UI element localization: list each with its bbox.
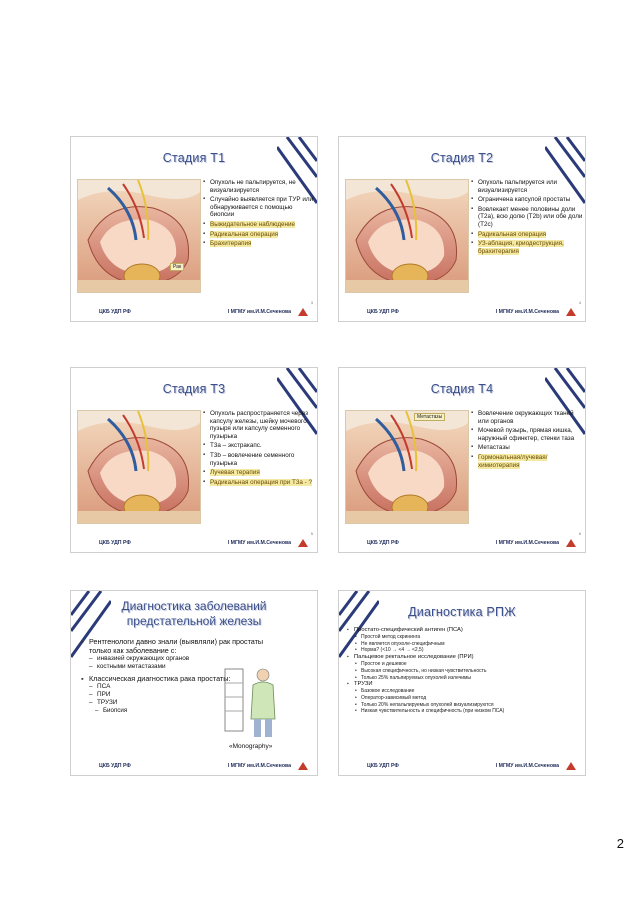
institution-logo-icon [565, 307, 577, 317]
slide-footer [71, 759, 317, 771]
slide-footer [71, 305, 317, 317]
slide-footer [71, 536, 317, 548]
sub-bullet: • Норма? (<10 → <4 → <2,5) [347, 647, 579, 654]
slide-number: 4 [578, 300, 581, 305]
bullet: ▪ T3a – экстракапс. [203, 442, 315, 450]
treatment-bullet: ▪ УЗ-аблация, криодеструкция, брахитерапия [471, 240, 583, 255]
slide-title: Стадия T3 [162, 382, 226, 396]
footer-right: I МГМУ им.И.М.Сеченова [495, 540, 559, 546]
sub-bullet: • Простой метод скрининга [347, 634, 579, 641]
treatment-bullet: ▪ Радикальная операция при T3a - ? [203, 479, 315, 487]
bullet: ▪ Вовлекает менее половины доли (T2a), всю долю (T2b) или обе доли (T2c) [471, 206, 583, 229]
sub-bullet: • Простое и дешевое [347, 661, 579, 668]
slide-title: Стадия T1 [162, 151, 226, 165]
slide-title: Стадия T4 [430, 382, 494, 396]
bullet: ▪ Опухоль пальпируется или визуализируется [471, 179, 583, 194]
sub-bullet: – ПСА [81, 683, 287, 691]
sub-bullet: – костными метастазами [81, 663, 287, 671]
slide-footer [339, 305, 585, 317]
sub-sub-bullet: – Биопсия [81, 707, 287, 715]
footer-right: I МГМУ им.И.М.Сеченова [227, 540, 291, 546]
bullet: ▪ Вовлечение окружающих тканей или органов [471, 410, 583, 425]
treatment-bullet: ▪ Брахитерапия [203, 240, 315, 248]
anatomy-illustration [345, 410, 469, 524]
sub-bullet: • Базовое исследование [347, 688, 579, 695]
slide-diagnostics-rpzh [338, 590, 586, 776]
sub-bullet: • Высокая специфичность, но низкая чувствительность [347, 668, 579, 675]
footer-left: ЦКБ УДП РФ [367, 763, 399, 769]
footer-left: ЦКБ УДП РФ [99, 763, 131, 769]
footer-right: I МГМУ им.И.М.Сеченова [227, 309, 291, 315]
footer-right: I МГМУ им.И.М.Сеченова [227, 763, 291, 769]
sub-bullet: • Низкая чувствительность и специфичность (при низком ПСА) [347, 708, 579, 715]
footer-left: ЦКБ УДП РФ [367, 540, 399, 546]
page-number: 2 [616, 836, 624, 851]
bullet: ▪ Пальцевое ректальное исследование (ПРИ) [347, 654, 579, 661]
bullet: ▪ Мочевой пузырь, прямая кишка, наружный сфинктер, стенки таза [471, 427, 583, 442]
slide-title: Диагностика РПЖ [408, 605, 516, 619]
doctor-illustration [223, 663, 285, 739]
anatomy-illustration [345, 179, 469, 293]
slide-number: 5 [310, 531, 313, 536]
institution-logo-icon [297, 538, 309, 548]
institution-logo-icon [565, 538, 577, 548]
bullet: ▪ Метастазы [471, 444, 583, 452]
institution-logo-icon [297, 307, 309, 317]
anatomy-illustration [77, 410, 201, 524]
bullet-list [471, 410, 583, 471]
treatment-bullet: ▪ Выжидательное наблюдение [203, 221, 315, 229]
footer-right: I МГМУ им.И.М.Сеченова [495, 309, 559, 315]
bullet: ▪ ТРУЗИ [347, 681, 579, 688]
image-label: Метастазы [414, 413, 445, 421]
sub-bullet: • Только 20% непальпируемых опухолей визуализируются [347, 702, 579, 709]
slide-title: Диагностика заболеваний предстательной железы [121, 599, 267, 628]
bullet-list [347, 627, 579, 715]
sub-bullet: – ТРУЗИ [81, 699, 287, 707]
sub-bullet: – инвазией окружающих органов [81, 655, 287, 663]
sub-bullet: • Только 25% пальпируемых опухолей излечимы [347, 675, 579, 682]
slide-stage-t3 [70, 367, 318, 553]
footer-right: I МГМУ им.И.М.Сеченова [495, 763, 559, 769]
bullet: ▪ Опухоль распространяется через капсулу железы, шейку мочевого пузыря или капсулу семенного пузырька [203, 410, 315, 440]
image-caption: «Monography» [229, 743, 273, 750]
treatment-bullet: ▪ Радикальная операция [203, 231, 315, 239]
sub-bullet: • Не является опухоле-специфичным [347, 641, 579, 648]
slide-title: Стадия T2 [430, 151, 494, 165]
treatment-bullet: ▪ Радикальная операция [471, 231, 583, 239]
institution-logo-icon [297, 761, 309, 771]
treatment-bullet: ▪ Гормональная/лучевая/химиотерапия [471, 454, 583, 469]
bullet-list [471, 179, 583, 257]
treatment-bullet: ▪ Лучевая терапия [203, 469, 315, 477]
bullet: ▪ Классическая диагностика рака простаты: [81, 674, 249, 683]
slide-number: 3 [310, 300, 313, 305]
anatomy-illustration [77, 179, 201, 293]
bullet: ▪ Опухоль не пальпируется, не визуализируется [203, 179, 315, 194]
bullet: ▪ Ограничена капсулой простаты [471, 196, 583, 204]
slide-number: 6 [578, 531, 581, 536]
footer-left: ЦКБ УДП РФ [99, 309, 131, 315]
slide-stage-t2 [338, 136, 586, 322]
bullet: ▪ T3b – вовлечение семенного пузырька [203, 452, 315, 467]
slide-footer [339, 759, 585, 771]
slide-stage-t4 [338, 367, 586, 553]
institution-logo-icon [565, 761, 577, 771]
image-label: Рак [170, 263, 184, 271]
bullet: ▪ Случайно выявляется при ТУР или обнаруживается с помощью биопсии [203, 196, 315, 219]
slide-footer [339, 536, 585, 548]
slide-stage-t1 [70, 136, 318, 322]
sub-bullet: – ПРИ [81, 691, 287, 699]
bullet-list [203, 179, 315, 250]
slide-diagnostics-prostate [70, 590, 318, 776]
bullet-list [203, 410, 315, 488]
bullet: ▪ Рентгенологи давно знали (выявляли) рак простаты только как заболевание с: [81, 637, 287, 655]
footer-left: ЦКБ УДП РФ [367, 309, 399, 315]
footer-left: ЦКБ УДП РФ [99, 540, 131, 546]
sub-bullet: • Оператор-зависимый метод [347, 695, 579, 702]
bullet: ▪ Простато-специфический антиген (ПСА) [347, 627, 579, 634]
